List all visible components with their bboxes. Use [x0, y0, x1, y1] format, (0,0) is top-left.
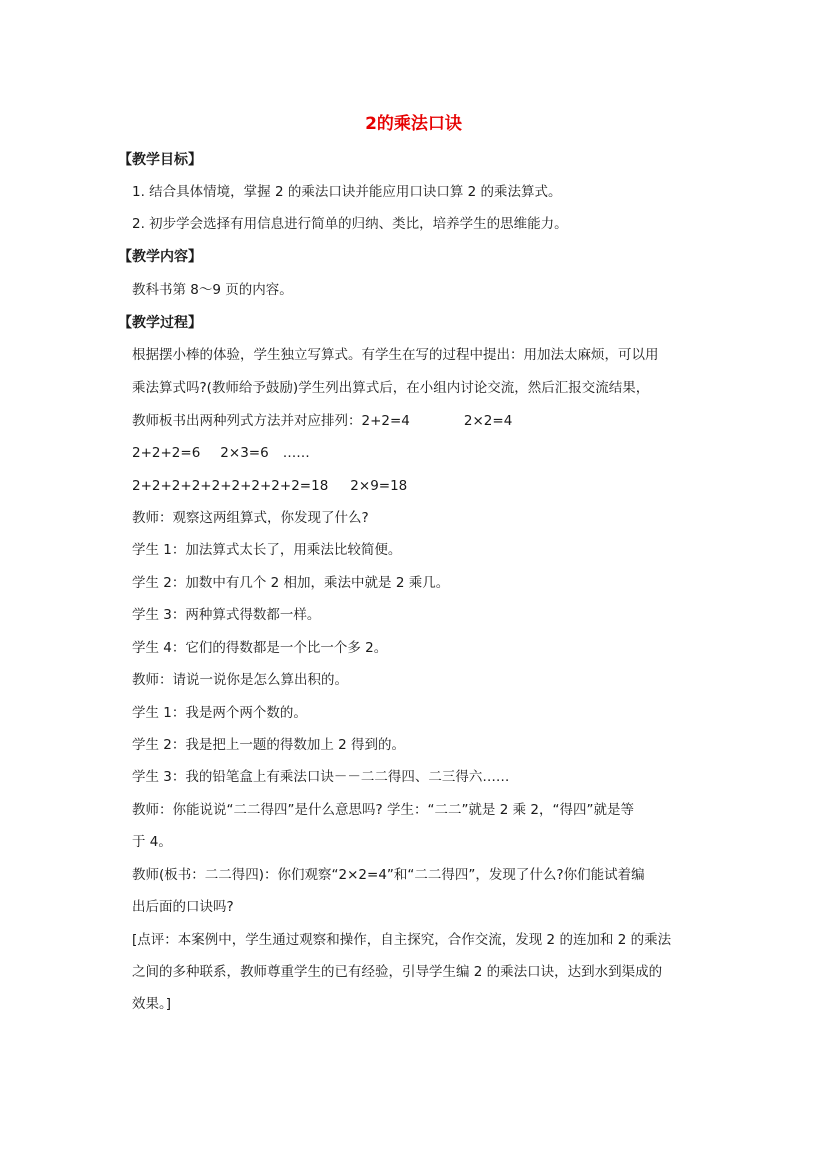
process-heading: 【教学过程】	[118, 315, 202, 331]
dialogue-line: 学生 3：两种算式得数都一样。	[132, 607, 321, 623]
dialogue-line: 学生 1：加法算式太长了，用乘法比较简便。	[132, 542, 402, 558]
board-equations-row-1	[132, 411, 512, 431]
goals-heading: 【教学目标】	[118, 152, 202, 168]
ellipsis: ……	[282, 445, 310, 461]
dialogue-line: 学生 1：我是两个两个数的。	[132, 705, 307, 721]
dialogue-line: 于 4。	[132, 834, 172, 850]
commentary-line: [点评：本案例中，学生通过观察和操作，自主探究，合作交流，发现 2 的连加和 2 的乘法	[132, 932, 672, 948]
content-heading: 【教学内容】	[118, 249, 202, 265]
dialogue-line: 学生 2：加数中有几个 2 相加，乘法中就是 2 乘几。	[132, 575, 450, 591]
dialogue-line: 学生 2：我是把上一题的得数加上 2 得到的。	[132, 737, 406, 753]
process-paragraph-line: 乘法算式吗?(教师给予鼓励)学生列出算式后，在小组内讨论交流，然后汇报交流结果，	[132, 380, 650, 396]
board-multiplication: 2×2=4	[463, 413, 513, 429]
goal-item-1: 1. 结合具体情境，掌握 2 的乘法口诀并能应用口诀口算 2 的乘法算式。	[132, 184, 562, 200]
multiplication-equation: 2×3=6	[220, 445, 269, 461]
board-equations-row-2	[132, 443, 310, 463]
page-title: 2的乘法口诀	[365, 114, 462, 134]
commentary-line: 效果。]	[132, 996, 172, 1012]
board-equations-row-3	[132, 476, 407, 496]
dialogue-line: 学生 4：它们的得数都是一个比一个多 2。	[132, 640, 388, 656]
dialogue-line: 出后面的口诀吗?	[132, 899, 234, 915]
content-text: 教科书第 8～9 页的内容。	[132, 282, 293, 298]
commentary-line: 之间的多种联系，教师尊重学生的已有经验，引导学生编 2 的乘法口诀，达到水到渠成的	[132, 964, 663, 980]
dialogue-line: 教师：你能说说“二二得四”是什么意思吗? 学生：“二二”就是 2 乘 2，“得四”就是等	[132, 802, 634, 818]
multiplication-equation: 2×9=18	[350, 478, 408, 494]
dialogue-line: 教师：观察这两组算式，你发现了什么?	[132, 510, 369, 526]
dialogue-line: 教师(板书：二二得四)：你们观察“2×2=4”和“二二得四”，发现了什么?你们能试着编	[132, 867, 645, 883]
dialogue-line: 学生 3：我的铅笔盒上有乘法口诀－－二二得四、二三得六……	[132, 769, 510, 785]
addition-equation: 2+2+2+2+2+2+2+2+2=18	[132, 478, 329, 494]
addition-equation: 2+2+2=6	[132, 445, 201, 461]
dialogue-line: 教师：请说一说你是怎么算出积的。	[132, 672, 348, 688]
process-paragraph-line: 根据摆小棒的体验，学生独立写算式。有学生在写的过程中提出：用加法太麻烦，可以用	[132, 347, 659, 363]
board-intro-addition: 教师板书出两种列式方法并对应排列：2+2=4	[132, 413, 410, 429]
goal-item-2: 2. 初步学会选择有用信息进行简单的归纳、类比，培养学生的思维能力。	[132, 216, 568, 232]
